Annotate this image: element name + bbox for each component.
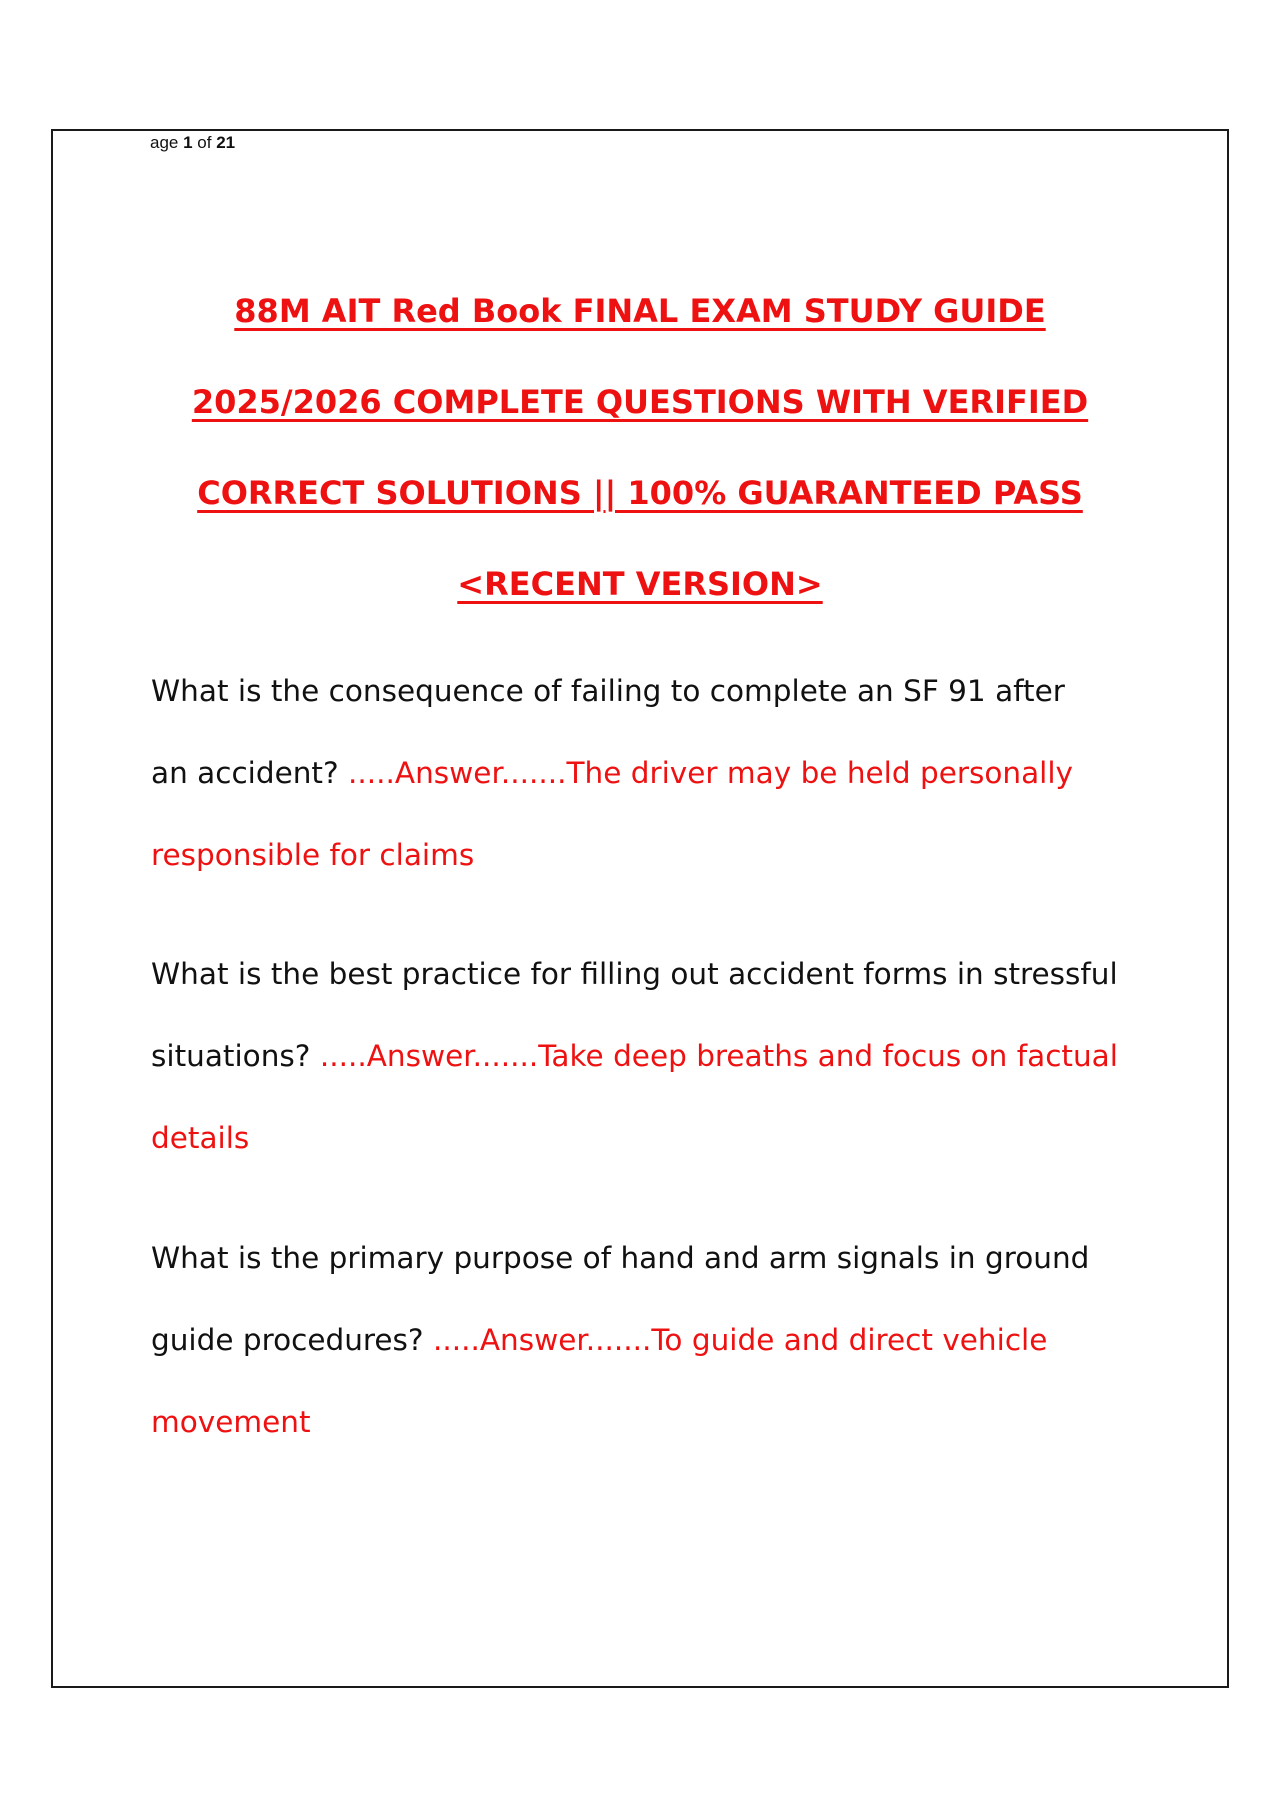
title-line-text: <RECENT VERSION> [457,565,823,603]
qa-line [151,1217,1151,1299]
qa-item [151,933,1151,1179]
question-text: situations? [151,1039,320,1073]
qa-line [151,933,1151,1015]
page-number-prefix: age [150,133,184,152]
page-number-current: 1 [183,133,193,152]
question-text: What is the consequence of failing to complete an SF 91 after [151,674,1065,708]
title-line-text: 88M AIT Red Book FINAL EXAM STUDY GUIDE [234,292,1046,330]
qa-line [151,814,1151,896]
question-text: What is the best practice for filling out accident forms in stressful [151,957,1118,991]
question-text: What is the primary purpose of hand and arm signals in ground [151,1241,1090,1275]
answer-text: movement [151,1405,311,1439]
qa-line [151,732,1151,814]
page-number [150,133,235,153]
question-text: an accident? [151,756,349,790]
qa-line [151,1381,1151,1463]
question-text: guide procedures? [151,1323,433,1357]
qa-line [151,1097,1151,1179]
answer-text: .....Answer.......The driver may be held personally [348,756,1074,790]
answer-text: .....Answer.......Take deep breaths and focus on factual [319,1039,1118,1073]
answer-text: responsible for claims [151,838,475,872]
answer-text: details [151,1121,250,1155]
title-line [60,448,1220,539]
qa-line [151,650,1151,732]
document-title [60,266,1220,630]
qa-item [151,650,1151,896]
qa-item [151,1217,1151,1463]
title-line [60,266,1220,357]
title-line-text: CORRECT SOLUTIONS || 100% GUARANTEED PASS [197,474,1083,512]
page-number-of: of [192,133,217,152]
title-line [60,357,1220,448]
answer-text: .....Answer.......To guide and direct vehicle [432,1323,1048,1357]
page-number-total: 21 [216,133,236,152]
title-line [60,539,1220,630]
title-line-text: 2025/2026 COMPLETE QUESTIONS WITH VERIFIED [191,383,1089,421]
qa-line [151,1299,1151,1381]
qa-line [151,1015,1151,1097]
